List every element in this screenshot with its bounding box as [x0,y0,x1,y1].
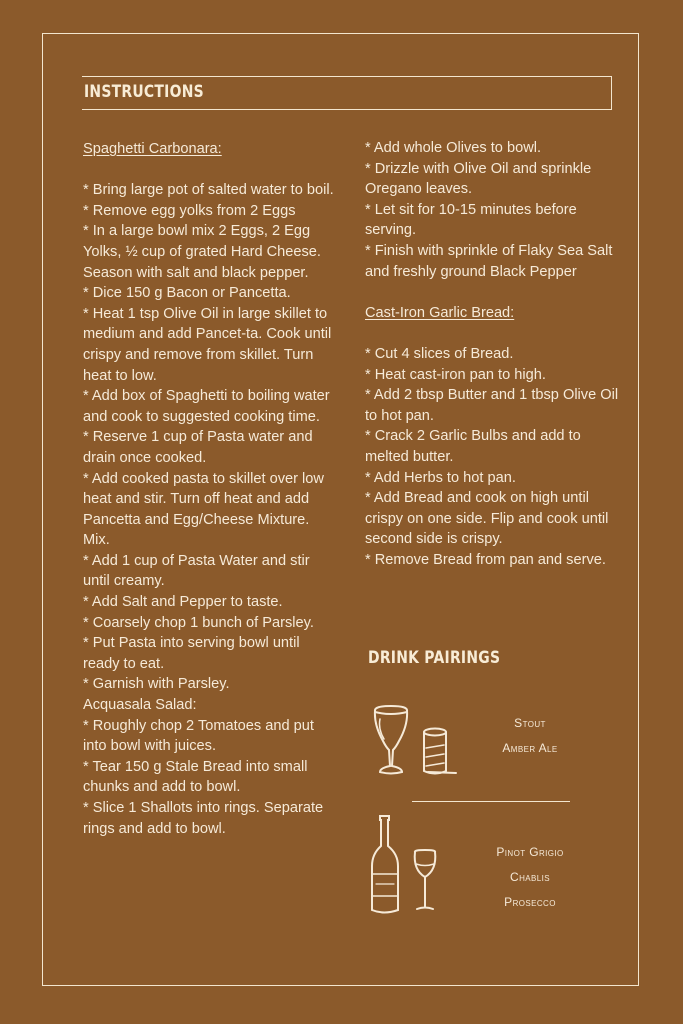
left-column [83,139,338,839]
recipe-step: * Crack 2 Garlic Bulbs and add to melted butter. [365,428,581,465]
recipe-step: * Bring large pot of salted water to boil. [83,182,334,199]
recipe-step: * Remove Bread from pan and serve. [365,551,606,568]
beer-item: Stout [514,716,546,730]
spacer [83,160,338,181]
recipe-step: * Roughly chop 2 Tomatoes and put into bowl with juices. [83,717,314,755]
recipe-step: * Add Herbs to hot pan. [365,469,516,486]
recipe-step: * Heat cast-iron pan to high. [365,366,546,383]
recipe-step: * Add 2 tbsp Butter and 1 tbsp Olive Oil to hot pan. [365,387,619,424]
recipe-step: * Dice 150 g Bacon or Pancetta. [83,285,291,302]
right-column [365,138,620,570]
wine-item: Chablis [510,870,550,884]
drink-pairings-heading: DRINK PAIRINGS [368,648,501,668]
recipe-step: * Remove egg yolks from 2 Eggs [83,202,296,219]
recipe-step: * Tear 150 g Stale Bread into small chunks and add to bowl. [83,758,308,796]
recipe-step: * Drizzle with Olive Oil and sprinkle Oregano leaves. [365,160,592,198]
recipe-step: * Add whole Olives to bowl. [365,140,542,156]
spacer [365,282,620,303]
beer-glass-icon [368,703,460,781]
spacer [365,323,620,344]
beer-pairings [478,716,582,766]
wine-item: Pinot Grigio [496,845,564,859]
recipe-title: Cast-Iron Garlic Bread: [365,304,515,321]
recipe-step: * In a large bowl mix 2 Eggs, 2 Egg Yolks, ½ cup of grated Hard Cheese. Season with salt and black pepper. [83,223,321,281]
recipe-step: * Add 1 cup of Pasta Water and stir until creamy. [83,552,310,590]
wine-bottle-icon [368,812,448,916]
beer-item: Amber Ale [502,741,558,755]
recipe-step: * Put Pasta into serving bowl until ready to eat. [83,635,300,672]
recipe-step: * Finish with sprinkle of Flaky Sea Salt and freshly ground Black Pepper [365,242,613,280]
instructions-heading: INSTRUCTIONS [84,82,204,102]
wine-pairings [478,845,582,920]
recipe-title: Spaghetti Carbonara: [83,141,222,157]
wine-item: Prosecco [504,895,556,909]
recipe-step: * Slice 1 Shallots into rings. Separate rings and add to bowl. [83,800,324,837]
pairings-divider [412,801,570,802]
recipe-step: * Add cooked pasta to skillet over low heat and stir. Turn off heat and add Pancetta and Egg/Cheese Mixture. Mix. [83,470,324,549]
recipe-step: * Garnish with Parsley. [83,676,230,693]
recipe-step: * Cut 4 slices of Bread. [365,345,514,362]
recipe-step: * Add box of Spaghetti to boiling water and cook to suggested cooking time. [83,388,330,425]
recipe-step: * Let sit for 10-15 minutes before serving. [365,201,577,239]
recipe-step: * Heat 1 tsp Olive Oil in large skillet to medium and add Pancet-ta. Cook until crispy and remove from skillet. Turn heat to low. [83,305,332,384]
recipe-step: * Add Bread and cook on high until crispy on one side. Flip and cook until second side is crispy. [365,490,609,548]
recipe-step: * Add Salt and Pepper to taste. [83,594,283,611]
recipe-step: * Coarsely chop 1 bunch of Parsley. [83,614,314,631]
recipe-step: Acquasala Salad: [83,697,197,714]
recipe-step: * Reserve 1 cup of Pasta water and drain once cooked. [83,429,313,466]
